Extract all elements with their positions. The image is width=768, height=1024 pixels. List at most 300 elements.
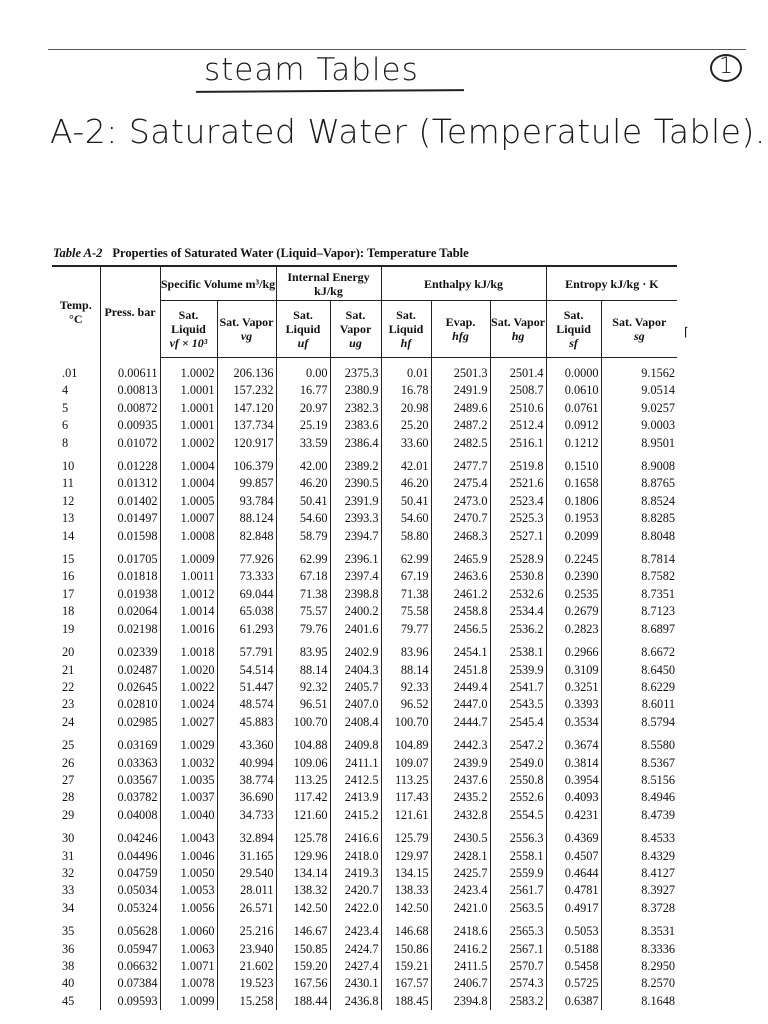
table-cell: 83.96 — [381, 638, 431, 661]
table-cell: 2554.5 — [490, 807, 546, 824]
col-header-3 — [217, 301, 276, 358]
table-cell: 8.3531 — [601, 917, 677, 940]
table-cell: 159.21 — [381, 958, 431, 975]
table-cell: 2416.6 — [330, 824, 381, 847]
table-cell: 0.07384 — [100, 975, 160, 992]
table-cell: 2489.6 — [431, 400, 490, 417]
table-cell: 2398.8 — [330, 586, 381, 603]
table-cell: 0.02985 — [100, 714, 160, 731]
table-cell: 129.97 — [381, 848, 431, 865]
table-cell: 33.59 — [276, 435, 330, 452]
table-cell: 2396.1 — [330, 545, 381, 568]
table-cell: 88.14 — [381, 662, 431, 679]
table-cell: 2536.2 — [490, 621, 546, 638]
table-cell: 2565.3 — [490, 917, 546, 940]
table-cell: 0.05324 — [100, 900, 160, 917]
table-cell: 1.0020 — [160, 662, 217, 679]
table-cell: 0.4917 — [546, 900, 601, 917]
table-cell: 2463.6 — [431, 568, 490, 585]
table-cell: 0.00935 — [100, 417, 160, 434]
table-cell: 0.1510 — [546, 452, 601, 475]
table-cell: 8.3927 — [601, 882, 677, 899]
table-cell: 188.45 — [381, 993, 431, 1010]
table-cell: 0.04246 — [100, 824, 160, 847]
table-cell: 2559.9 — [490, 865, 546, 882]
table-cell: 13 — [62, 511, 75, 526]
table-cell: 8.4946 — [601, 789, 677, 806]
table-cell: 6 — [62, 418, 69, 433]
table-cell: 2516.1 — [490, 435, 546, 452]
table-row — [52, 435, 677, 452]
table-row — [52, 475, 677, 492]
table-cell: 2419.3 — [330, 865, 381, 882]
table-cell: 1.0014 — [160, 603, 217, 620]
table-row — [52, 807, 677, 824]
table-cell: 25 — [62, 738, 75, 753]
table-cell: 92.33 — [381, 679, 431, 696]
table-cell: 2552.6 — [490, 789, 546, 806]
table-cell: 15.258 — [217, 993, 276, 1010]
table-cell: 0.01072 — [100, 435, 160, 452]
col-header-5 — [330, 301, 381, 358]
table-cell: 83.95 — [276, 638, 330, 661]
table-cell: 10 — [62, 459, 75, 474]
table-cell: 2567.1 — [490, 941, 546, 958]
table-cell: 19.523 — [217, 975, 276, 992]
table-cell: 0.03782 — [100, 789, 160, 806]
col-header-8 — [490, 301, 546, 358]
table-cell: 1.0011 — [160, 568, 217, 585]
group-header-specific-volume: Specific Volume m³/kg — [160, 266, 276, 301]
table-row — [52, 400, 677, 417]
table-cell: 0.0000 — [546, 358, 601, 383]
table-cell: 2423.4 — [330, 917, 381, 940]
table-cell: 8.9501 — [601, 435, 677, 452]
table-cell: 9.0003 — [601, 417, 677, 434]
table-cell: 26 — [62, 755, 75, 770]
table-cell: 188.44 — [276, 993, 330, 1010]
table-cell: 0.1658 — [546, 475, 601, 492]
table-body — [52, 358, 677, 1011]
table-cell: 8.8765 — [601, 475, 677, 492]
table-cell: 8.4739 — [601, 807, 677, 824]
table-cell: 150.86 — [381, 941, 431, 958]
table-cell: 48.574 — [217, 696, 276, 713]
table-cell: 0.5725 — [546, 975, 601, 992]
table-cell: 0.00611 — [100, 358, 160, 383]
table-cell: 1.0032 — [160, 755, 217, 772]
table-cell: 2482.5 — [431, 435, 490, 452]
table-cell: 0.4644 — [546, 865, 601, 882]
table-row — [52, 510, 677, 527]
table-cell: 109.06 — [276, 755, 330, 772]
table-cell: 8.7351 — [601, 586, 677, 603]
table-cell: 16.78 — [381, 382, 431, 399]
table-cell: 113.25 — [381, 772, 431, 789]
table-cell: 32.894 — [217, 824, 276, 847]
table-cell: 46.20 — [381, 475, 431, 492]
table-cell: 40 — [62, 976, 75, 991]
table-cell: 82.848 — [217, 528, 276, 545]
table-cell: 69.044 — [217, 586, 276, 603]
table-cell: 1.0037 — [160, 789, 217, 806]
table-cell: 88.124 — [217, 510, 276, 527]
table-cell: 43.360 — [217, 731, 276, 754]
table-cell: 2435.2 — [431, 789, 490, 806]
table-caption-text: Properties of Saturated Water (Liquid–Vapor): Temperature Table — [112, 246, 469, 260]
table-cell: 0.3393 — [546, 696, 601, 713]
table-row — [52, 731, 677, 754]
table-row — [52, 568, 677, 585]
table-cell: 57.791 — [217, 638, 276, 661]
table-row — [52, 382, 677, 399]
table-cell: 2547.2 — [490, 731, 546, 754]
table-cell: 8.7123 — [601, 603, 677, 620]
table-row — [52, 975, 677, 992]
table-cell: 2550.8 — [490, 772, 546, 789]
table-cell: 8.6011 — [601, 696, 677, 713]
table-cell: 2491.9 — [431, 382, 490, 399]
table-cell: 1.0046 — [160, 848, 217, 865]
col-header-symbol: sf — [569, 336, 578, 350]
table-cell: 0.01938 — [100, 586, 160, 603]
table-cell: 2411.1 — [330, 755, 381, 772]
table-cell: 1.0005 — [160, 493, 217, 510]
table-cell: .01 — [62, 365, 78, 380]
table-cell: 93.784 — [217, 493, 276, 510]
table-cell: 1.0018 — [160, 638, 217, 661]
table-cell: 24 — [62, 714, 75, 729]
table-row — [52, 755, 677, 772]
table-cell: 2418.6 — [431, 917, 490, 940]
table-cell: 0.02487 — [100, 662, 160, 679]
table-cell: 2393.3 — [330, 510, 381, 527]
col-header-symbol: sg — [633, 329, 645, 343]
col-header-9 — [546, 301, 601, 358]
table-cell: 99.857 — [217, 475, 276, 492]
table-cell: 11 — [62, 476, 74, 491]
table-cell: 2541.7 — [490, 679, 546, 696]
table-cell: 142.50 — [381, 900, 431, 917]
col-header-symbol: ug — [349, 336, 362, 350]
table-row — [52, 545, 677, 568]
table-cell: 2447.0 — [431, 696, 490, 713]
table-cell: 2418.0 — [330, 848, 381, 865]
table-cell: 109.07 — [381, 755, 431, 772]
table-cell: 0.4231 — [546, 807, 601, 824]
table-cell: 8.6229 — [601, 679, 677, 696]
table-cell: 2412.5 — [330, 772, 381, 789]
table-cell: 0.03567 — [100, 772, 160, 789]
table-cell: 8.8285 — [601, 510, 677, 527]
table-cell: 4 — [62, 383, 69, 398]
table-cell: 121.60 — [276, 807, 330, 824]
table-cell: 2430.1 — [330, 975, 381, 992]
col-header-name: Sat. Vapor — [612, 315, 667, 329]
col-header-symbol: vf × 10³ — [169, 336, 208, 350]
table-cell: 2574.3 — [490, 975, 546, 992]
table-cell: 138.33 — [381, 882, 431, 899]
table-cell: 62.99 — [381, 545, 431, 568]
table-cell: 0.02064 — [100, 603, 160, 620]
table-cell: 2583.2 — [490, 993, 546, 1010]
table-cell: 71.38 — [381, 586, 431, 603]
table-cell: 34.733 — [217, 807, 276, 824]
table-cell: 9.0514 — [601, 382, 677, 399]
table-cell: 150.85 — [276, 941, 330, 958]
table-cell: 157.232 — [217, 382, 276, 399]
table-row — [52, 638, 677, 661]
table-cell: 1.0002 — [160, 358, 217, 383]
table-cell: 1.0099 — [160, 993, 217, 1010]
table-cell: 2530.8 — [490, 568, 546, 585]
table-cell: 2390.5 — [330, 475, 381, 492]
table-cell: 2430.5 — [431, 824, 490, 847]
table-cell: 120.917 — [217, 435, 276, 452]
table-cell: 25.19 — [276, 417, 330, 434]
table-cell: 2394.8 — [431, 993, 490, 1010]
table-cell: 137.734 — [217, 417, 276, 434]
table-cell: 1.0063 — [160, 941, 217, 958]
table-cell: 1.0053 — [160, 882, 217, 899]
table-cell: 0.0610 — [546, 382, 601, 399]
table-cell: 67.19 — [381, 568, 431, 585]
table-cell: 138.32 — [276, 882, 330, 899]
table-cell: 0.2679 — [546, 603, 601, 620]
table-cell: 8.6450 — [601, 662, 677, 679]
title-underline — [196, 89, 464, 93]
table-row — [52, 493, 677, 510]
table-cell: 104.89 — [381, 731, 431, 754]
table-cell: 2501.4 — [490, 358, 546, 383]
table-cell: 2545.4 — [490, 714, 546, 731]
table-cell: 2406.7 — [431, 975, 490, 992]
col-header-temp: Temp. °C — [59, 298, 92, 327]
table-cell: 2527.1 — [490, 528, 546, 545]
table-cell: 2427.4 — [330, 958, 381, 975]
table-cell: 33 — [62, 883, 75, 898]
table-cell: 45.883 — [217, 714, 276, 731]
table-cell: 2449.4 — [431, 679, 490, 696]
table-cell: 75.57 — [276, 603, 330, 620]
table-cell: 2508.7 — [490, 382, 546, 399]
table-cell: 0.4369 — [546, 824, 601, 847]
table-row — [52, 528, 677, 545]
table-cell: 0.3534 — [546, 714, 601, 731]
table-cell: 71.38 — [276, 586, 330, 603]
table-cell: 2402.9 — [330, 638, 381, 661]
table-cell: 2510.6 — [490, 400, 546, 417]
table-cell: 36 — [62, 941, 75, 956]
table-cell: 58.79 — [276, 528, 330, 545]
table-cell: 2405.7 — [330, 679, 381, 696]
table-cell: 2415.2 — [330, 807, 381, 824]
table-cell: 2401.6 — [330, 621, 381, 638]
table-cell: 0.00 — [276, 358, 330, 383]
table-cell: 2534.4 — [490, 603, 546, 620]
table-cell: 40.994 — [217, 755, 276, 772]
table-row — [52, 824, 677, 847]
table-cell: 12 — [62, 493, 75, 508]
table-cell: 2532.6 — [490, 586, 546, 603]
page-number: 1 — [710, 54, 742, 82]
table-cell: 1.0012 — [160, 586, 217, 603]
table-cell: 0.2390 — [546, 568, 601, 585]
table-cell: 1.0009 — [160, 545, 217, 568]
table-cell: 0.03363 — [100, 755, 160, 772]
table-cell: 0.04759 — [100, 865, 160, 882]
table-cell: 0.02339 — [100, 638, 160, 661]
table-cell: 2525.3 — [490, 510, 546, 527]
table-cell: 2477.7 — [431, 452, 490, 475]
table-cell: 0.05034 — [100, 882, 160, 899]
table-cell: 73.333 — [217, 568, 276, 585]
table-cell: 2512.4 — [490, 417, 546, 434]
table-cell: 17 — [62, 586, 75, 601]
table-cell: 142.50 — [276, 900, 330, 917]
table-cell: 38 — [62, 959, 75, 973]
table-cell: 54.60 — [276, 510, 330, 527]
table-cell: 2468.3 — [431, 528, 490, 545]
table-cell: 0.1953 — [546, 510, 601, 527]
col-header-name: Sat. Liquid — [285, 308, 321, 336]
table-cell: 0.01497 — [100, 510, 160, 527]
table-cell: 2451.8 — [431, 662, 490, 679]
col-header-6 — [381, 301, 431, 358]
table-cell: 9.1562 — [601, 358, 677, 383]
table-row — [52, 958, 677, 975]
table-cell: 62.99 — [276, 545, 330, 568]
col-header-4 — [276, 301, 330, 358]
table-cell: 28 — [62, 790, 75, 805]
table-cell: 2458.8 — [431, 603, 490, 620]
table-row — [52, 882, 677, 899]
table-cell: 8.8048 — [601, 528, 677, 545]
col-header-name: Sat. Vapor — [491, 315, 546, 329]
table-cell: 96.52 — [381, 696, 431, 713]
table-cell: 106.379 — [217, 452, 276, 475]
table-cell: 2475.4 — [431, 475, 490, 492]
table-cell: 147.120 — [217, 400, 276, 417]
table-cell: 167.57 — [381, 975, 431, 992]
table-cell: 1.0008 — [160, 528, 217, 545]
table-cell: 159.20 — [276, 958, 330, 975]
table-cell: 8.6672 — [601, 638, 677, 661]
col-header-name: Sat. Vapor — [219, 315, 274, 329]
col-header-symbol: uf — [297, 336, 309, 350]
table-cell: 1.0027 — [160, 714, 217, 731]
table-cell: 46.20 — [276, 475, 330, 492]
table-cell: 2563.5 — [490, 900, 546, 917]
table-cell: 8.4533 — [601, 824, 677, 847]
table-cell: 134.14 — [276, 865, 330, 882]
table-cell: 2400.2 — [330, 603, 381, 620]
table-cell: 1.0043 — [160, 824, 217, 847]
table-cell: 104.88 — [276, 731, 330, 754]
table-cell: 2549.0 — [490, 755, 546, 772]
col-header-name: Sat. Vapor — [339, 308, 372, 336]
table-cell: 0.3251 — [546, 679, 601, 696]
table-cell: 1.0004 — [160, 475, 217, 492]
table-cell: 2383.6 — [330, 417, 381, 434]
col-header-7 — [431, 301, 490, 358]
table-cell: 23.940 — [217, 941, 276, 958]
table-cell: 2561.7 — [490, 882, 546, 899]
table-cell: 129.96 — [276, 848, 330, 865]
table-cell: 0.05947 — [100, 941, 160, 958]
table-cell: 42.00 — [276, 452, 330, 475]
table-cell: 1.0029 — [160, 731, 217, 754]
table-cell: 1.0001 — [160, 382, 217, 399]
table-cell: 25.20 — [381, 417, 431, 434]
table-row — [52, 865, 677, 882]
col-header-symbol: hf — [400, 336, 412, 350]
table-cell: 51.447 — [217, 679, 276, 696]
table-cell: 2394.7 — [330, 528, 381, 545]
table-cell: 2408.4 — [330, 714, 381, 731]
table-cell: 1.0024 — [160, 696, 217, 713]
table-cell: 0.3954 — [546, 772, 601, 789]
table-row — [52, 621, 677, 638]
table-cell: 1.0056 — [160, 900, 217, 917]
col-header-press: Press. bar — [100, 266, 160, 358]
table-cell: 18 — [62, 604, 75, 619]
table-cell: 79.77 — [381, 621, 431, 638]
table-cell: 0.04008 — [100, 807, 160, 824]
table-cell: 125.78 — [276, 824, 330, 847]
steam-table — [52, 265, 677, 1010]
table-cell: 2487.2 — [431, 417, 490, 434]
table-cell: 50.41 — [276, 493, 330, 510]
group-header-enthalpy: Enthalpy kJ/kg — [381, 266, 546, 301]
table-cell: 0.2966 — [546, 638, 601, 661]
table-cell: 2432.8 — [431, 807, 490, 824]
group-header-internal-energy: Internal Energy kJ/kg — [276, 266, 381, 301]
table-cell: 2389.2 — [330, 452, 381, 475]
table-cell: 2570.7 — [490, 958, 546, 975]
table-cell: 113.25 — [276, 772, 330, 789]
table-caption — [53, 246, 469, 261]
table-cell: 21.602 — [217, 958, 276, 975]
table-cell: 8.5156 — [601, 772, 677, 789]
table-cell: 61.293 — [217, 621, 276, 638]
table-cell: 0.2099 — [546, 528, 601, 545]
table-cell: 0.02198 — [100, 621, 160, 638]
table-cell: 2386.4 — [330, 435, 381, 452]
table-cell: 23 — [62, 697, 75, 712]
table-cell: 20.98 — [381, 400, 431, 417]
table-cell: 2436.8 — [330, 993, 381, 1010]
table-cell: 1.0060 — [160, 917, 217, 940]
table-cell: 2409.8 — [330, 731, 381, 754]
table-cell: 2465.9 — [431, 545, 490, 568]
table-row — [52, 900, 677, 917]
table-cell: 0.01818 — [100, 568, 160, 585]
table-cell: 0.1212 — [546, 435, 601, 452]
table-cell: 2411.5 — [431, 958, 490, 975]
table-cell: 0.1806 — [546, 493, 601, 510]
table-cell: 27 — [62, 772, 75, 787]
table-cell: 0.4507 — [546, 848, 601, 865]
handwritten-subtitle: A-2: Saturated Water (Temperatule Table). — [50, 112, 766, 151]
table-cell: 42.01 — [381, 452, 431, 475]
table-cell: 0.01228 — [100, 452, 160, 475]
table-cell: 2521.6 — [490, 475, 546, 492]
table-row — [52, 358, 677, 383]
table-cell: 8.7582 — [601, 568, 677, 585]
table-cell: 0.2823 — [546, 621, 601, 638]
table-cell: 0.00872 — [100, 400, 160, 417]
